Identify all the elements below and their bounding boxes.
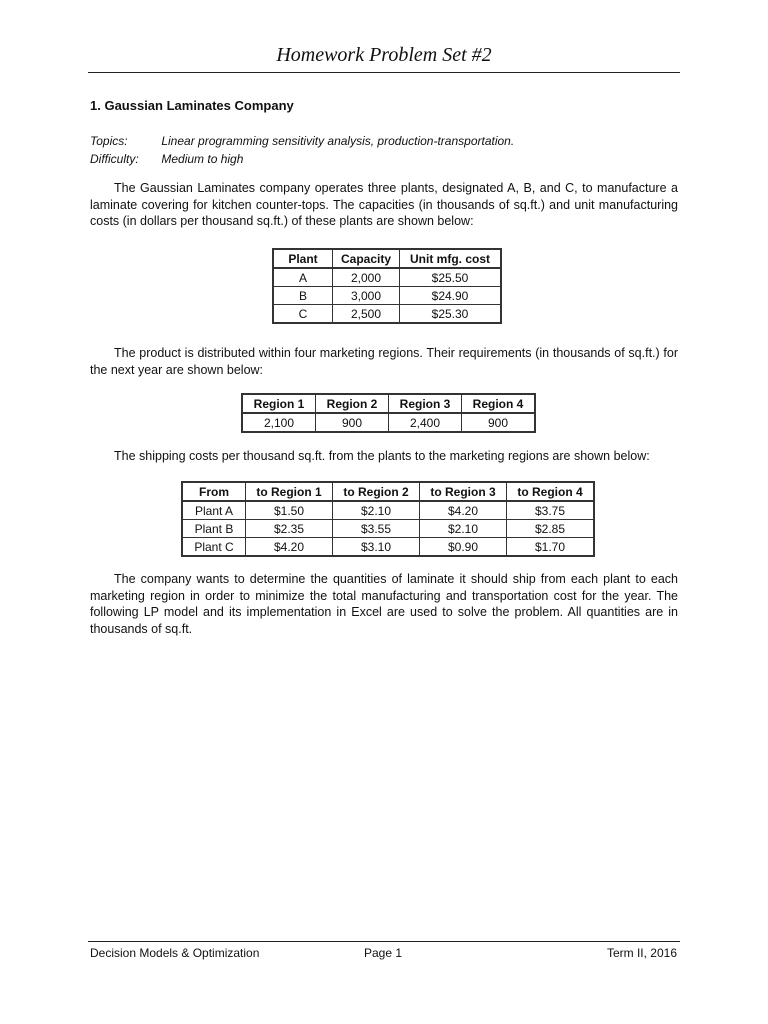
footer-rule (88, 941, 680, 942)
paragraph-objective-text: The company wants to determine the quantities of laminate it should ship from each plant to each marketing region in order to minimize the total manufacturing and transportation cost for the year. The following LP model and its implementation in Excel are used to solve the problem. All quantities are in thousands of sq.ft. (90, 572, 678, 636)
page-title: Homework Problem Set #2 (276, 44, 492, 66)
table-cell: $25.30 (400, 305, 502, 324)
paragraph-regions-text: The product is distributed within four marketing regions. Their requirements (in thousands of sq.ft.) for the next year are shown below: (90, 346, 678, 377)
table-cell: 900 (462, 413, 536, 432)
paragraph-intro (90, 180, 678, 230)
topics-row (90, 134, 514, 148)
table-cell: $24.90 (400, 287, 502, 305)
table-cell: $1.70 (507, 538, 595, 557)
table-cell: $2.10 (333, 501, 420, 520)
table-cell: $4.20 (246, 538, 333, 557)
difficulty-value: Medium to high (161, 152, 244, 166)
table-header-row (182, 482, 594, 501)
table-row (182, 520, 594, 538)
table-cell: $2.35 (246, 520, 333, 538)
footer-term: Term II, 2016 (606, 946, 677, 960)
table-cell: 2,500 (333, 305, 400, 324)
table-header-row (273, 249, 501, 268)
column-header: Region 1 (242, 394, 316, 413)
regions-table (241, 393, 536, 433)
section-heading: 1. Gaussian Laminates Company (90, 98, 294, 113)
column-header: to Region 1 (246, 482, 333, 501)
paragraph-shipping (90, 448, 678, 465)
paragraph-objective (90, 571, 678, 637)
difficulty-label: Difficulty: (90, 152, 139, 166)
column-header: From (182, 482, 246, 501)
topics-value: Linear programming sensitivity analysis, production-transportation. (161, 134, 515, 148)
column-header: Region 2 (316, 394, 389, 413)
column-header: to Region 2 (333, 482, 420, 501)
difficulty-row (90, 152, 243, 166)
paragraph-intro-text: The Gaussian Laminates company operates three plants, designated A, B, and C, to manufacture a laminate covering for kitchen counter-tops. The capacities (in thousands of sq.ft.) and unit manufacturing costs (in dollars per thousand sq.ft.) of these plants are shown below: (90, 181, 678, 228)
table-cell: Plant B (182, 520, 246, 538)
table-cell: 900 (316, 413, 389, 432)
shipping-table (181, 481, 595, 557)
table-cell: $0.90 (420, 538, 507, 557)
table-row (182, 501, 594, 520)
table-header-row (242, 394, 535, 413)
paragraph-regions (90, 345, 678, 378)
table-cell: A (273, 268, 333, 287)
column-header: Region 3 (389, 394, 462, 413)
table-cell: $1.50 (246, 501, 333, 520)
column-header: Capacity (333, 249, 400, 268)
table-row (273, 305, 501, 324)
table-cell: $3.10 (333, 538, 420, 557)
table-cell: C (273, 305, 333, 324)
topics-label: Topics: (90, 134, 128, 148)
table-cell: 3,000 (333, 287, 400, 305)
table-row (273, 268, 501, 287)
footer-course: Decision Models & Optimization (90, 946, 260, 960)
table-cell: 2,400 (389, 413, 462, 432)
column-header: to Region 4 (507, 482, 595, 501)
column-header: Region 4 (462, 394, 536, 413)
table-row (182, 538, 594, 557)
table-row (273, 287, 501, 305)
table-cell: $4.20 (420, 501, 507, 520)
table-row (242, 413, 535, 432)
table-cell: 2,000 (333, 268, 400, 287)
table-cell: $3.55 (333, 520, 420, 538)
table-cell: B (273, 287, 333, 305)
column-header: to Region 3 (420, 482, 507, 501)
table-cell: $2.10 (420, 520, 507, 538)
footer-page-number: Page 1 (364, 946, 403, 960)
table-cell: Plant C (182, 538, 246, 557)
table-cell: $25.50 (400, 268, 502, 287)
column-header: Unit mfg. cost (400, 249, 502, 268)
table-cell: Plant A (182, 501, 246, 520)
paragraph-shipping-text: The shipping costs per thousand sq.ft. from the plants to the marketing regions are shown below: (114, 449, 650, 463)
table-cell: 2,100 (242, 413, 316, 432)
table-cell: $2.85 (507, 520, 595, 538)
table-cell: $3.75 (507, 501, 595, 520)
plants-table (272, 248, 502, 324)
column-header: Plant (273, 249, 333, 268)
header-rule (88, 72, 680, 73)
